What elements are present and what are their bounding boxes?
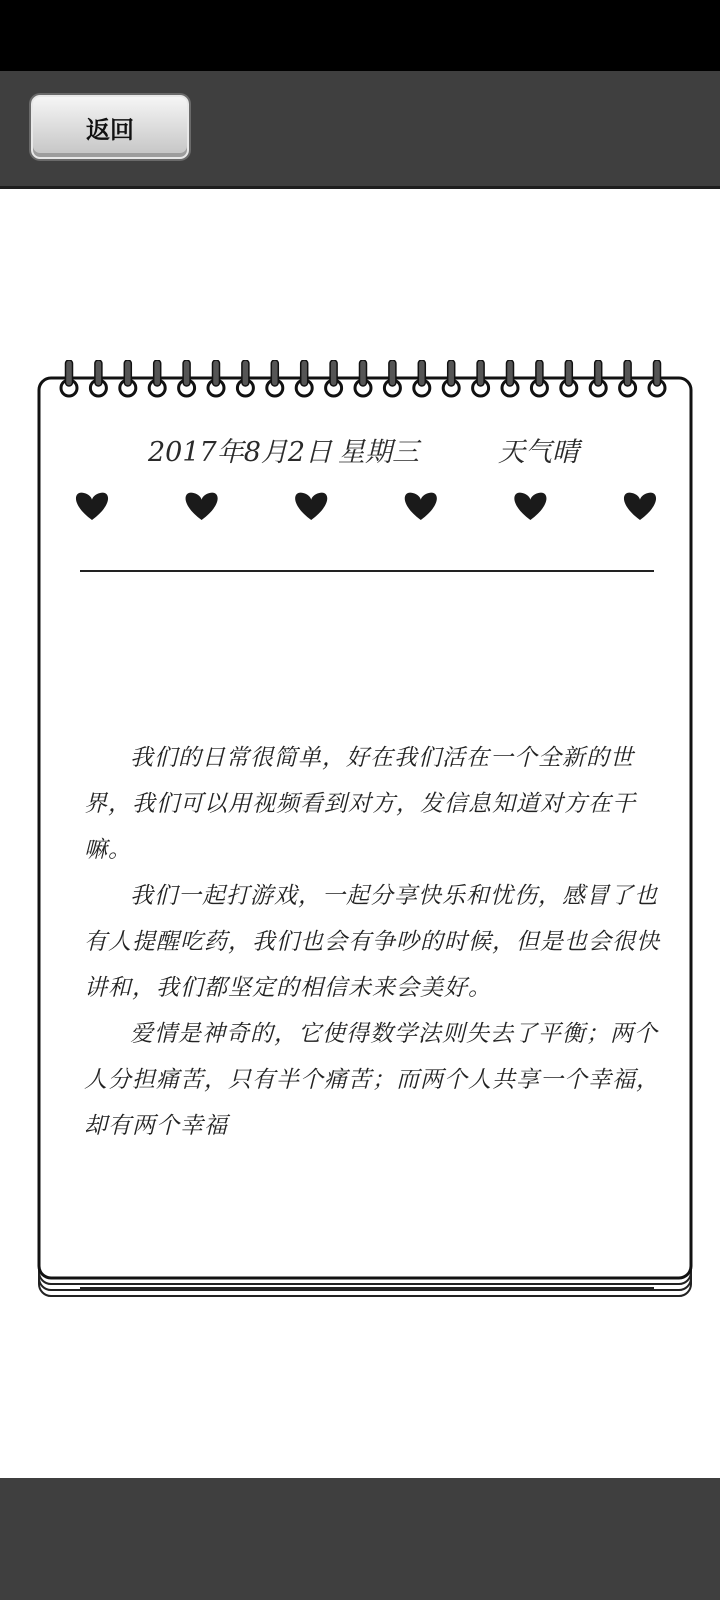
diary-date: 2017年8月2日 [148,437,333,468]
status-bar [0,0,720,71]
diary-paragraph: 爱情是神奇的，它使得数学法则失去了平衡；两个人分担痛苦，只有半个痛苦；而两个人共享一个幸福，却有两个幸福 [84,1021,660,1139]
bottom-bar [0,1478,720,1600]
diary-weather: 天气晴 [498,437,579,468]
top-bar [0,71,720,189]
diary-weekday: 星期三 [338,437,419,468]
diary-paragraph: 我们一起打游戏，一起分享快乐和忧伤，感冒了也有人提醒吃药，我们也会有争吵的时候，但是也会很快讲和，我们都坚定的相信未来会美好。 [84,883,660,1001]
diary-body [84,735,664,1149]
diary-paragraph: 我们的日常很简单，好在我们活在一个全新的世界，我们可以用视频看到对方，发信息知道对方在干嘛。 [84,745,636,863]
date-line [36,430,694,470]
back-button[interactable]: 返回 [31,95,189,159]
diary-notebook [36,360,694,1328]
